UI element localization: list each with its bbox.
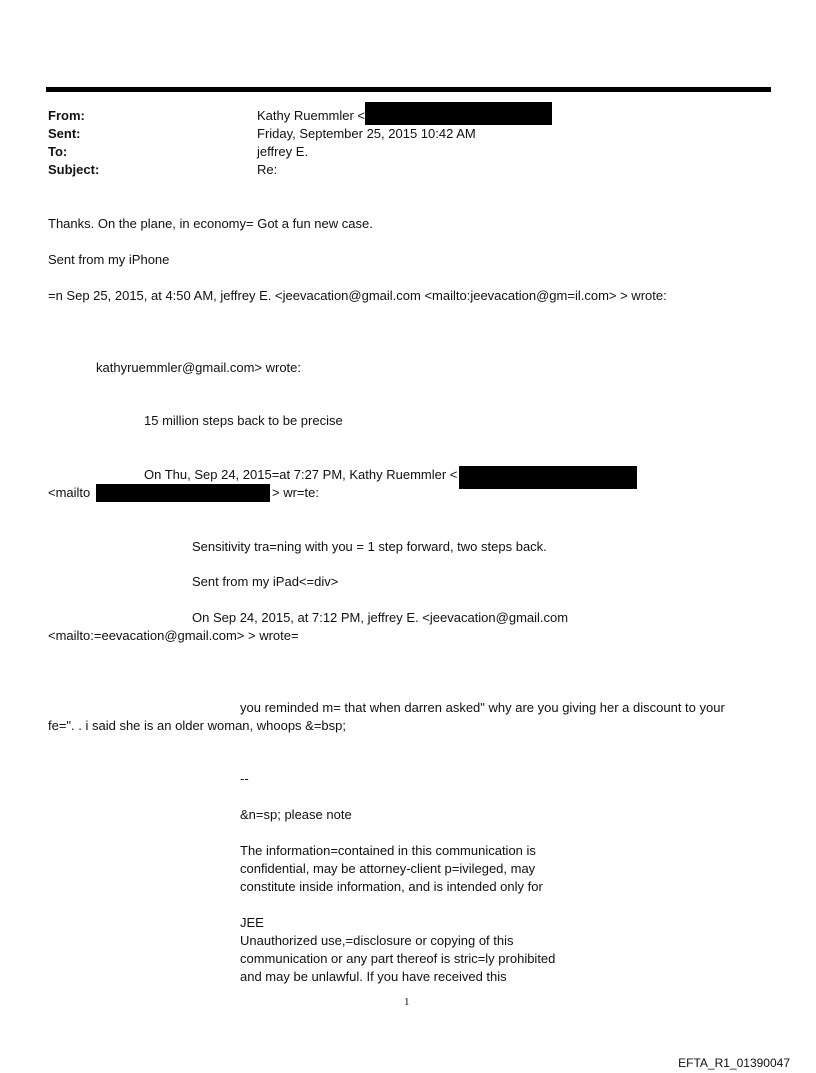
document-id: EFTA_R1_01390047 bbox=[678, 1056, 790, 1070]
body-line: and may be unlawful. If you have received this bbox=[240, 969, 507, 984]
body-line: Sent from my iPhone bbox=[48, 252, 170, 267]
body-line: <mailto bbox=[48, 485, 91, 500]
body-line: you reminded m= that when darren asked" why are you giving her a discount to your bbox=[240, 700, 725, 715]
body-line: JEE bbox=[240, 915, 264, 930]
body-line: On Thu, Sep 24, 2015=at 7:27 PM, Kathy Ruemmler < bbox=[144, 467, 458, 482]
body-line: =n Sep 25, 2015, at 4:50 AM, jeffrey E. <jeevacation@gmail.com <mailto:jeevacation@gm=il.com> > wrote: bbox=[48, 288, 667, 303]
to-label: To: bbox=[48, 144, 68, 159]
subject-label: Subject: bbox=[48, 162, 100, 177]
from-label: From: bbox=[48, 108, 85, 123]
body-line: Sensitivity tra=ning with you = 1 step forward, two steps back. bbox=[192, 539, 547, 554]
body-line: Sent from my iPad<=div> bbox=[192, 574, 339, 589]
body-line: kathyruemmler@gmail.com> wrote: bbox=[96, 360, 302, 375]
redaction-block bbox=[365, 102, 552, 125]
body-line: Thanks. On the plane, in economy= Got a fun new case. bbox=[48, 216, 373, 231]
body-line: communication or any part thereof is stric=ly prohibited bbox=[240, 951, 556, 966]
sent-label: Sent: bbox=[48, 126, 81, 141]
header-rule bbox=[46, 87, 771, 92]
sent-value: Friday, September 25, 2015 10:42 AM bbox=[257, 126, 476, 141]
redaction-block bbox=[96, 484, 270, 502]
body-line: fe=". . i said she is an older woman, whoops &=bsp; bbox=[48, 718, 347, 733]
body-line: 15 million steps back to be precise bbox=[144, 413, 343, 428]
body-line: constitute inside information, and is intended only for bbox=[240, 879, 543, 894]
to-value: jeffrey E. bbox=[257, 144, 309, 159]
body-line: > wr=te: bbox=[272, 485, 319, 500]
subject-value: Re: bbox=[257, 162, 278, 177]
body-line: <mailto:=eevacation@gmail.com> > wrote= bbox=[48, 628, 299, 643]
page-number: 1 bbox=[404, 996, 410, 1008]
body-line: confidential, may be attorney-client p=ivileged, may bbox=[240, 861, 536, 876]
redaction-block bbox=[459, 466, 637, 489]
from-value: Kathy Ruemmler < bbox=[257, 108, 366, 123]
body-line: On Sep 24, 2015, at 7:12 PM, jeffrey E. <jeevacation@gmail.com bbox=[192, 610, 569, 625]
body-line: -- bbox=[240, 771, 249, 786]
body-line: &n=sp; please note bbox=[240, 807, 352, 822]
body-line: Unauthorized use,=disclosure or copying of this bbox=[240, 933, 514, 948]
body-line: The information=contained in this communication is bbox=[240, 843, 536, 858]
